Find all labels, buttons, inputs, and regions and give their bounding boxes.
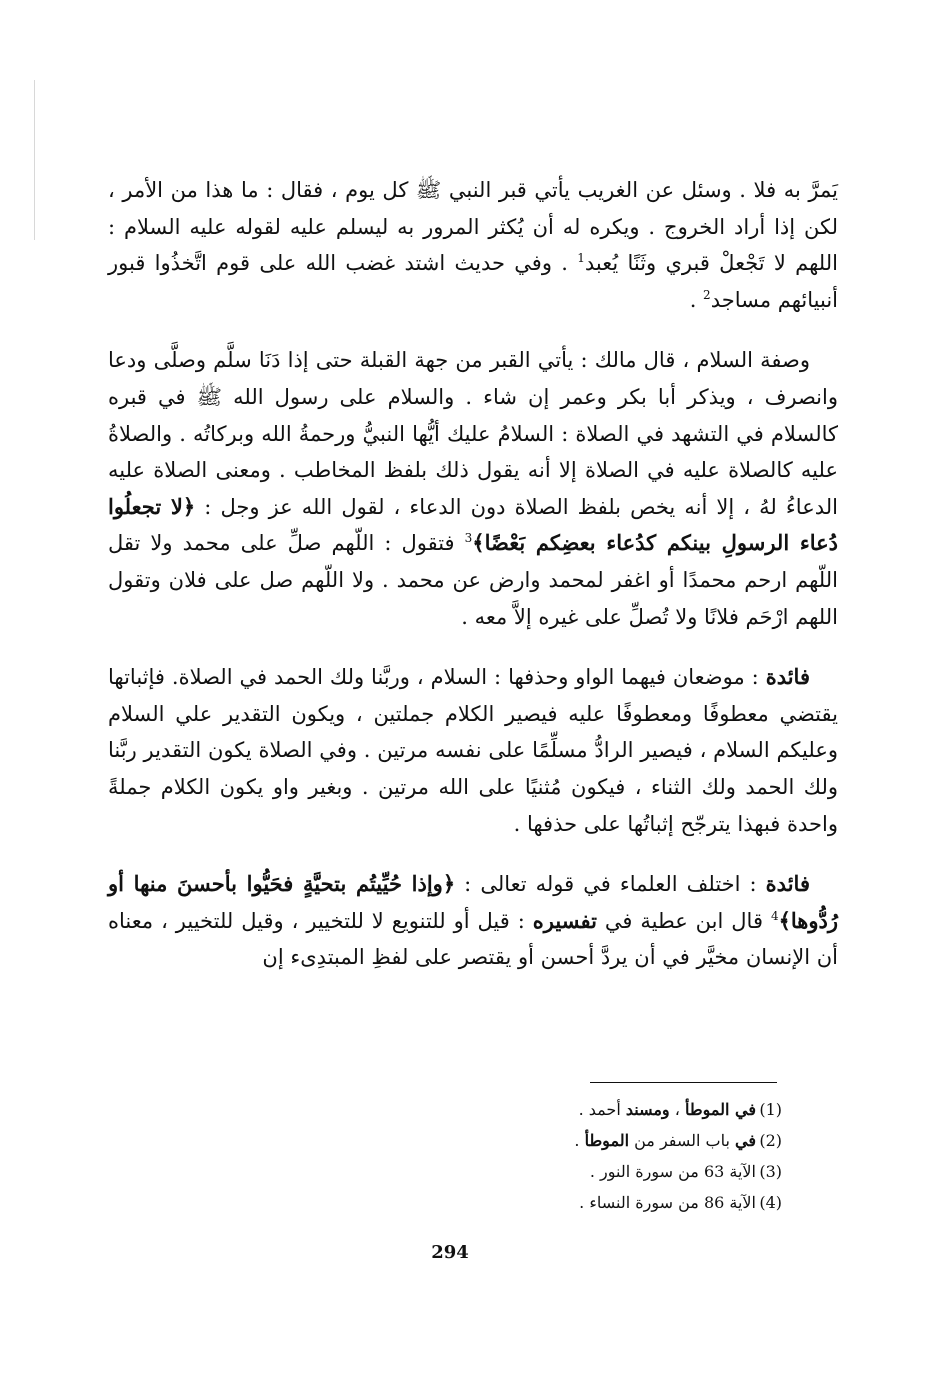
quran-quote-2: ﴿وإذا حُيِّيتُم بتحيَّةٍ فحَيُّوا بأحسنَ منها أو رُدُّوها﴾ — [108, 871, 838, 933]
quran-quote-1: ﴿لا تجعلُوا دُعاء الرسولِ بينكم كدُعاء بعضِكم بَعْضًا﴾ — [108, 493, 838, 556]
footnotes — [430, 1094, 782, 1218]
main-text — [108, 172, 838, 1000]
page-number: 294 — [431, 1242, 469, 1263]
paragraph-4: فائدة : اختلف العلماء في قوله تعالى : ﴿وإذا حُيِّيتُم بتحيَّةٍ فحَيُّوا بأحسنَ منها أو رُدُّوها﴾$^4$ قال ابن عطية في تفسيره : قيل أو للتنويع لا للتخيير ، وقيل للتخيير ، معناه أن الإنسان مخيَّر في أن يردَّ أحسن أو يقتصر على لفظِ المبتدِىء إن — [108, 871, 838, 970]
footnote-ref-1: 1 — [577, 251, 585, 266]
footnote-ref-4: 4 — [770, 908, 779, 923]
paragraph-1: يَمرَّ به فلا . وسئل عن الغريب يأتي قبر النبي ﷺ كل يوم ، فقال : ما هذا من الأمر ، لكن إذا أراد الخروج . ويكره له أن يُكثر المرور به ليسلم عليه لقوله عليه السلام : اللهم لا تَجْعلْ قبري وثَنًا يُعبد$^1$ . وفي حديث اشتد غضب الله على قوم اتَّخذُوا قبور أنبيائهم مساجد$^2$ . — [108, 178, 838, 312]
paragraph-3: فائدة : موضعان فيهما الواو وحذفها : السلام ، وربَّنا ولك الحمد في الصلاة. فإثباتها يقتضي معطوفًا ومعطوفًا عليه فيصير الكلام جملتين ، ويكون التقدير علي السلام وعليكم السلام ، فيصير الرادُّ مسلِّمًا على نفسه مرتين . وفي الصلاة يكون التقدير ربَّنا ولك الحمد ولك الثناء ، فيكون مُثنيًا على الله مرتين . وبغير واو يكون الكلام جملةً واحدة فبهذا يترجّح إثباتُها على حذفها . — [108, 664, 838, 836]
fawaid-label: فائدة — [765, 871, 810, 897]
paragraph-2: وصفة السلام ، قال مالك : يأتي القبر من جهة القبلة حتى إذا دَنَا سلَّم وصلَّى ودعا وانصرف ، ويذكر أبا بكر وعمر إن شاء . والسلام على رسول الله ﷺ في قبره كالسلام في التشهد في الصلاة : السلامُ عليك أيُّها النبيُّ ورحمةُ الله وبركاتُه . والصلاةُ عليه كالصلاة عليه في الصلاة إلا أنه يقول ذلك بلفظ المخاطب . ومعنى الصلاة عليه الدعاءُ لهُ ، إلا أنه يخص بلفظ الصلاة دون الدعاء ، لقول الله عز وجل : ﴿لا تجعلُوا دُعاء الرسولِ بينكم كدُعاء بعضِكم بَعْضًا﴾$^3$ فتقول : اللّهم صلِّ على محمد ولا تقل اللّهم ارحم محمدًا أو اغفر لمحمد وارض عن محمد . ولا اللّهم صل على فلان وتقول اللهم ارْحَم فلانًا ولا تُصلِّ على غيره إلاَّ معه . — [108, 348, 838, 629]
fawaid-label: فائدة — [765, 664, 810, 690]
footnote-3: (3)الآية 63 من سورة النور . — [589, 1162, 782, 1181]
footnote-4: (4)الآية 86 من سورة النساء . — [579, 1193, 782, 1212]
footnote-1: (1)في الموطأ ، ومسند أحمد . — [578, 1100, 782, 1119]
footnote-2: (2)في باب السفر من الموطأ . — [574, 1131, 782, 1150]
footnote-ref-2: 2 — [703, 287, 711, 302]
footnote-ref-3: 3 — [464, 531, 473, 546]
footnote-divider — [590, 1082, 777, 1083]
scan-margin-line — [34, 80, 35, 240]
